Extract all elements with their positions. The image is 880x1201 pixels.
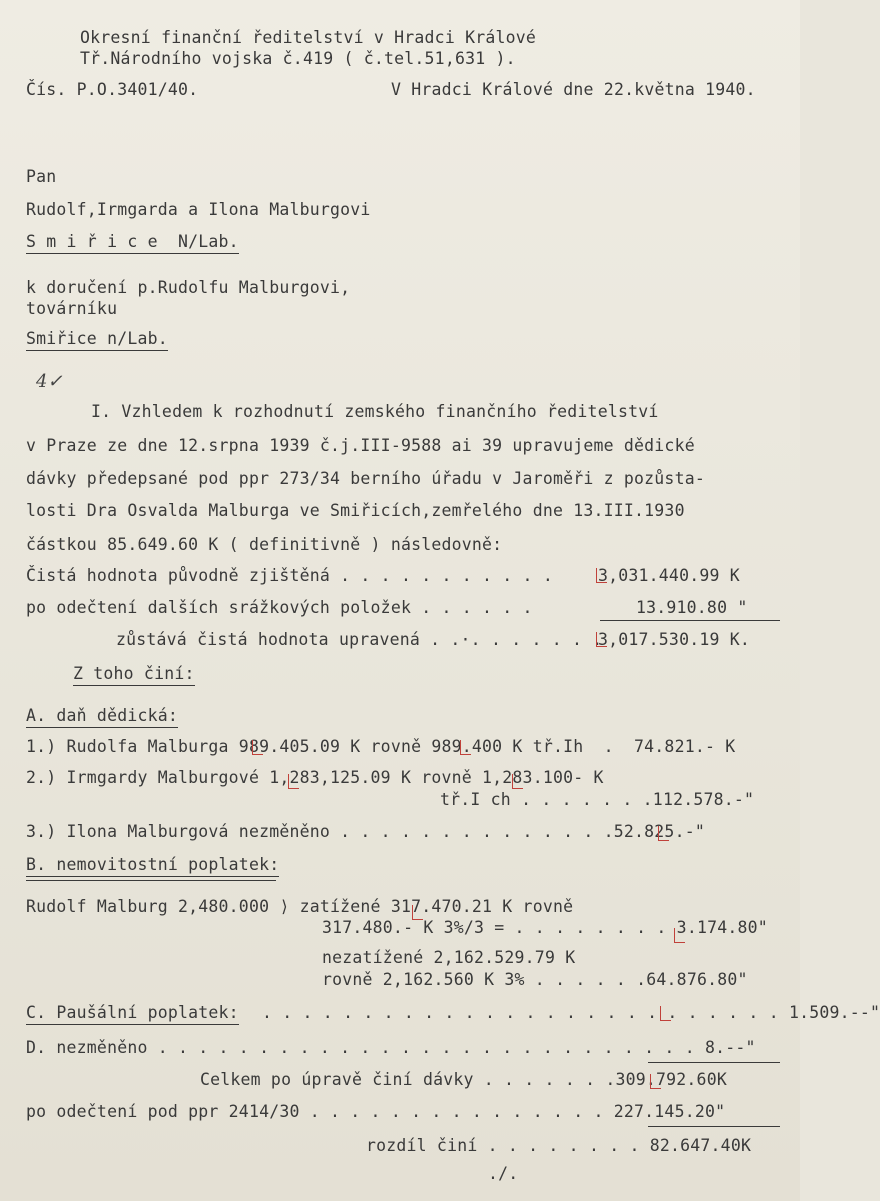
- red-check-mark: [596, 568, 607, 583]
- salutation: Pan: [26, 167, 57, 186]
- section-a-item-3: 3.) Ilona Malburgová nezměněno . . . . . . . . . . . . . .52.825.-": [26, 822, 705, 841]
- section-a-item-2b: tř.I ch . . . . . . .112.578.-": [440, 790, 755, 809]
- section-c-value: . . . . . . . . . . . . . . . . . . . . . . . . . . 1.509.--": [262, 1003, 880, 1022]
- section-b-line-2a: nezatížené 2,162.529.79 K: [322, 948, 576, 967]
- delivery-line-2: továrníku: [26, 299, 118, 318]
- recipient-town: S m i ř i c e N/Lab.: [26, 232, 239, 254]
- section-b-title: B. nemovitostní poplatek:: [26, 855, 279, 877]
- body-line-3: dávky předepsané pod ppr 273/34 berního úřadu v Jaroměři z pozůsta-: [26, 469, 705, 488]
- difference-rule: [648, 1126, 780, 1127]
- body-line-2: v Praze ze dne 12.srpna 1939 č.j.III-9588 ai 39 upravujeme dědické: [26, 436, 695, 455]
- delivery-line-1: k doručení p.Rudolfu Malburgovi,: [26, 278, 351, 297]
- sum-rule: [600, 620, 780, 621]
- red-check-mark: [460, 740, 471, 755]
- row3-label: zůstává čistá hodnota upravená . .·. . . . . . .: [116, 630, 603, 649]
- section-a-title: A. daň dědická:: [26, 706, 178, 728]
- place-date: V Hradci Králové dne 22.května 1940.: [391, 80, 756, 99]
- recipient-names: Rudolf,Irmgarda a Ilona Malburgovi: [26, 200, 371, 219]
- body-line-4: losti Dra Osvalda Malburga ve Smiřicích,zemřelého dne 13.III.1930: [26, 501, 685, 520]
- total-celkem: Celkem po úpravě činí dávky . . . . . . .309.792.60K: [200, 1070, 727, 1089]
- row2-value: 13.910.80 ": [636, 598, 748, 617]
- section-a-item-1: 1.) Rudolfa Malburga 989.405.09 K rovně 989.400 K tř.Ih . 74.821.- K: [26, 737, 736, 756]
- section-b-line-1a: Rudolf Malburg 2,480.000 ⟩ zatížené 317.470.21 K rovně: [26, 897, 574, 916]
- red-check-mark: [252, 740, 263, 755]
- row2-label: po odečtení dalších srážkových položek . . . . . .: [26, 598, 533, 617]
- red-check-mark: [596, 632, 607, 647]
- handwritten-mark: 4✓: [36, 371, 63, 392]
- letterhead-address: Tř.Národního vojska č.419 ( č.tel.51,631 ).: [80, 49, 516, 68]
- red-check-mark: [658, 826, 669, 841]
- reference-number: Čís. P.O.3401/40.: [26, 80, 199, 99]
- red-check-mark: [512, 774, 523, 789]
- page-continuation-mark: ./.: [488, 1164, 519, 1183]
- red-check-mark: [288, 774, 299, 789]
- z-toho-cini: Z toho činí:: [73, 664, 195, 686]
- delivery-town: Smiřice n/Lab.: [26, 329, 168, 351]
- section-c-title: C. Paušální poplatek:: [26, 1003, 239, 1025]
- total-odecteni: po odečtení pod ppr 2414/30 . . . . . . . . . . . . . . . 227.145.20": [26, 1102, 726, 1121]
- red-check-mark: [674, 928, 685, 943]
- section-b-rule: [26, 880, 276, 881]
- row1-value: 3,031.440.99 K: [598, 566, 740, 585]
- red-check-mark: [412, 905, 423, 920]
- section-d: D. nezměněno . . . . . . . . . . . . . . . . . . . . . . . . . . . 8.--": [26, 1038, 756, 1057]
- section-b-line-2b: rovně 2,162.560 K 3% . . . . . .64.876.80": [322, 970, 748, 989]
- row3-value: 3,017.530.19 K.: [598, 630, 751, 649]
- total-rozdil: rozdíl činí . . . . . . . . 82.647.40K: [366, 1136, 752, 1155]
- letterhead-office: Okresní finanční ředitelství v Hradci Králové: [80, 28, 537, 47]
- red-check-mark: [660, 1006, 671, 1021]
- total-rule: [648, 1062, 780, 1063]
- red-check-mark: [650, 1074, 661, 1089]
- body-line-1: I. Vzhledem k rozhodnutí zemského finančního ředitelství: [91, 402, 659, 421]
- section-a-item-2a: 2.) Irmgardy Malburgové 1,283,125.09 K rovně 1,283.100- K: [26, 768, 604, 787]
- section-b-line-1b: 317.480.- K 3%/3 = . . . . . . . . 3.174.80": [322, 918, 768, 937]
- row1-label: Čistá hodnota původně zjištěná . . . . . . . . . . .: [26, 566, 553, 585]
- body-line-5: částkou 85.649.60 K ( definitivně ) následovně:: [26, 535, 503, 554]
